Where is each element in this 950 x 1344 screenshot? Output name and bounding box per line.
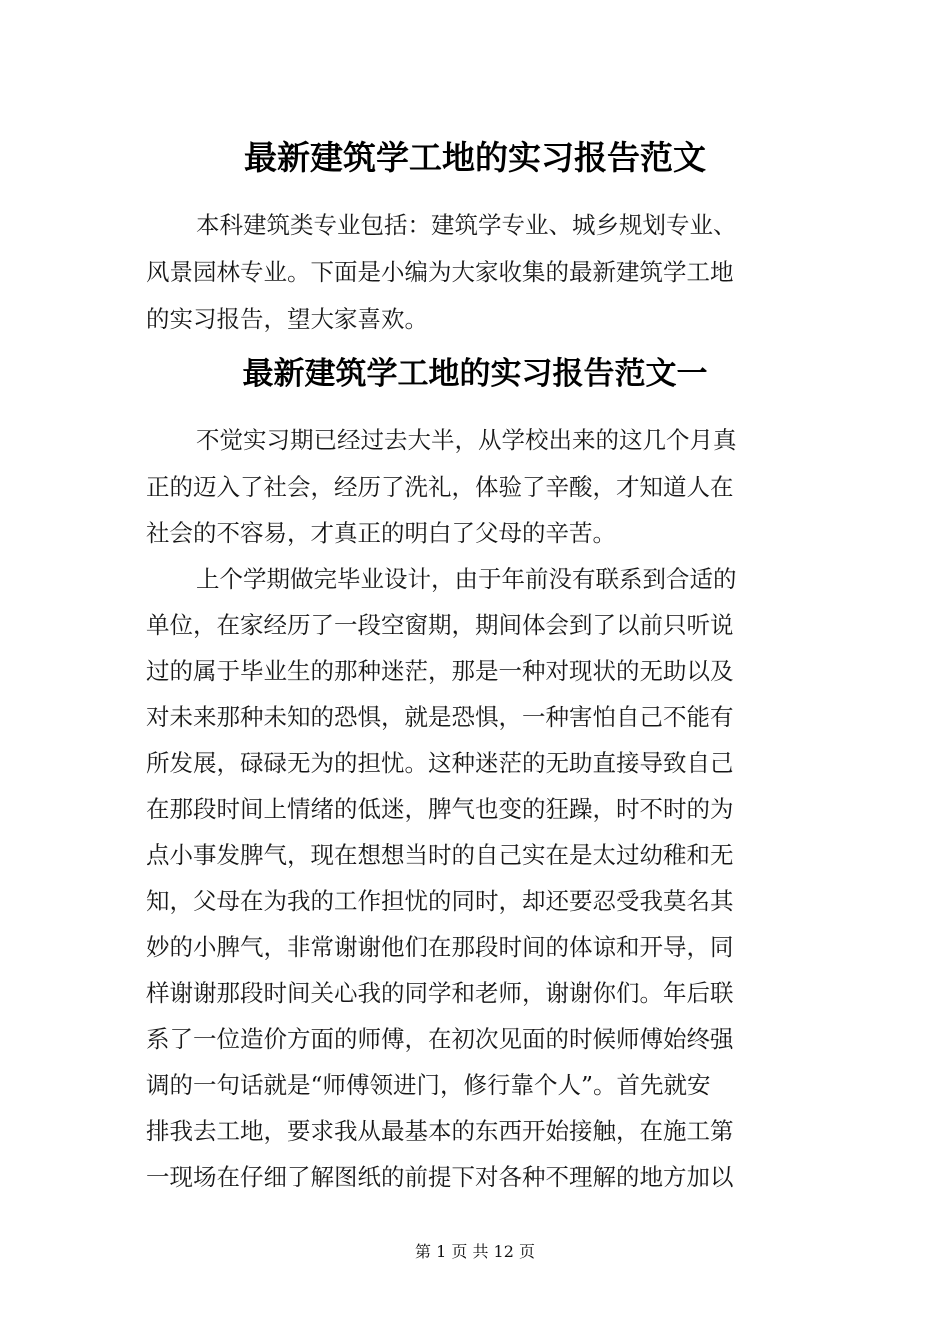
paragraph-line: 妙的小脾气，非常谢谢他们在那段时间的体谅和开导，同 [146, 933, 734, 961]
paragraph-line: 社会的不容易，才真正的明白了父母的辛苦。 [146, 519, 616, 547]
intro-line: 风景园林专业。下面是小编为大家收集的最新建筑学工地 [146, 258, 734, 286]
paragraph-line: 样谢谢那段时间关心我的同学和老师，谢谢你们。年后联 [146, 979, 734, 1007]
paragraph-line: 过的属于毕业生的那种迷茫，那是一种对现状的无助以及 [146, 657, 734, 685]
paragraph-line: 知，父母在为我的工作担忧的同时，却还要忍受我莫名其 [146, 887, 734, 915]
paragraph-line: 所发展，碌碌无为的担忧。这种迷茫的无助直接导致自己 [146, 749, 734, 777]
paragraph-line: 一现场在仔细了解图纸的前提下对各种不理解的地方加以 [146, 1163, 734, 1191]
page-footer: 第 1 页 共 12 页 [415, 1242, 535, 1261]
paragraph-line: 单位，在家经历了一段空窗期，期间体会到了以前只听说 [146, 611, 734, 639]
paragraph-line: 调的一句话就是“师傅领进门，修行靠个人”。首先就安 [146, 1071, 711, 1099]
paragraph-line: 对未来那种未知的恐惧，就是恐惧，一种害怕自己不能有 [146, 703, 734, 731]
paragraph-line: 上个学期做完毕业设计，由于年前没有联系到合适的 [196, 565, 737, 593]
section-title: 最新建筑学工地的实习报告范文一 [242, 356, 708, 392]
paragraph-line: 系了一位造价方面的师傅，在初次见面的时候师傅始终强 [146, 1025, 734, 1053]
intro-line: 本科建筑类专业包括：建筑学专业、城乡规划专业、 [196, 211, 737, 239]
paragraph-line: 不觉实习期已经过去大半，从学校出来的这几个月真 [196, 426, 737, 454]
paragraph-line: 在那段时间上情绪的低迷，脾气也变的狂躁，时不时的为 [146, 795, 734, 823]
intro-line: 的实习报告，望大家喜欢。 [146, 305, 428, 333]
document-title: 最新建筑学工地的实习报告范文 [244, 138, 706, 177]
paragraph-line: 排我去工地，要求我从最基本的东西开始接触，在施工第 [146, 1117, 734, 1145]
paragraph-line: 点小事发脾气，现在想想当时的自己实在是太过幼稚和无 [146, 841, 734, 869]
paragraph-line: 正的迈入了社会，经历了洗礼，体验了辛酸，才知道人在 [146, 473, 734, 501]
